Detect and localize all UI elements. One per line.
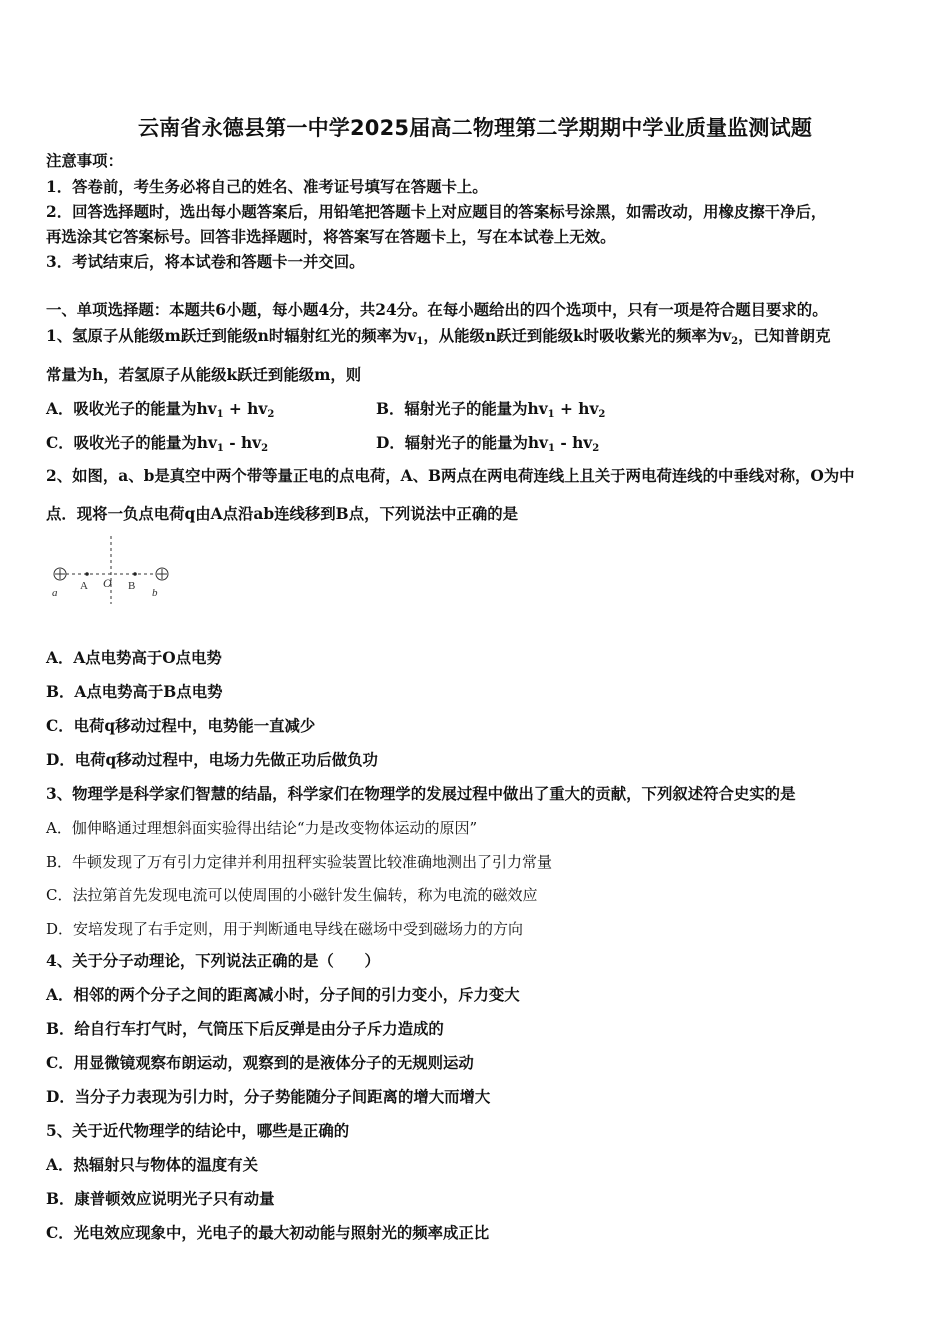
label-A: A	[80, 580, 88, 592]
label-O: O	[103, 576, 112, 590]
section-heading: 一、单项选择题：本题共6小题，每小题4分，共24分。在每小题给出的四个选项中，只有一项是符合题目要求的。	[46, 301, 828, 319]
q3-option-c: C．法拉第首先发现电流可以使周围的小磁针发生偏转，称为电流的磁效应	[46, 886, 538, 904]
charge-a-icon	[54, 568, 66, 580]
q3-stem: 3、物理学是科学家们智慧的结晶，科学家们在物理学的发展过程中做出了重大的贡献，下列叙述符合史实的是	[46, 785, 796, 803]
q4-option-a: A．相邻的两个分子之间的距离减小时，分子间的引力变小，斥力变大	[46, 986, 520, 1004]
q1-stem-line1	[46, 326, 830, 346]
q1-stem-line2: 常量为h，若氢原子从能级k跃迁到能级m，则	[46, 366, 362, 384]
point-A-dot	[85, 572, 89, 576]
q5-stem: 5、关于近代物理学的结论中，哪些是正确的	[46, 1122, 350, 1140]
charge-b-icon	[156, 568, 168, 580]
q1-text-a: 1、氢原子从能级m跃迁到能级n时辐射红光的频率为v	[46, 327, 417, 345]
q1-sub-1: 1	[416, 336, 424, 347]
q1-option-d: D．辐射光子的能量为$hv_1 - hv_2$	[376, 434, 600, 454]
q1-option-c: C．吸收光子的能量为$hv_1 - hv_2$	[46, 434, 269, 454]
q4-stem: 4、关于分子动理论，下列说法正确的是（ ）	[46, 952, 380, 970]
q2-stem-line2: 点．现将一负点电荷q由A点沿ab连线移到B点，下列说法中正确的是	[46, 505, 518, 523]
q5-option-b: B．康普顿效应说明光子只有动量	[46, 1190, 275, 1208]
label-B: B	[128, 580, 136, 592]
q3-option-d: D．安培发现了右手定则，用于判断通电导线在磁场中受到磁场力的方向	[46, 920, 524, 938]
label-a: a	[52, 587, 58, 599]
notice-item-2: 2．回答选择题时，选出每小题答案后，用铅笔把答题卡上对应题目的答案标号涂黑，如需改动，用橡皮擦干净后，	[46, 203, 827, 221]
q5-option-a: A．热辐射只与物体的温度有关	[46, 1156, 259, 1174]
label-b: b	[152, 587, 158, 599]
exam-title: 云南省永德县第一中学2025届高二物理第二学期期中学业质量监测试题	[137, 116, 813, 140]
q2-stem-line1: 2、如图，a、b是真空中两个带等量正电的点电荷，A、B两点在两电荷连线上且关于两电荷连线的中垂线对称，O为中	[46, 467, 855, 485]
notice-heading: 注意事项：	[46, 152, 123, 170]
q1-sub-2: 2	[731, 336, 739, 347]
q2-option-b: B．A点电势高于B点电势	[46, 683, 223, 701]
q2-option-c: C．电荷q移动过程中，电势能一直减少	[46, 717, 316, 735]
q1-option-a: A．吸收光子的能量为$hv_1 + hv_2$	[46, 400, 275, 420]
q4-option-d: D．当分子力表现为引力时，分子势能随分子间距离的增大而增大	[46, 1088, 491, 1106]
q2-option-d: D．电荷q移动过程中，电场力先做正功后做负功	[46, 751, 378, 769]
charge-diagram	[44, 534, 184, 606]
q5-option-c: C．光电效应现象中，光电子的最大初动能与照射光的频率成正比	[46, 1224, 490, 1242]
notice-item-2-cont: 再选涂其它答案标号。回答非选择题时，将答案写在答题卡上，写在本试卷上无效。	[46, 228, 616, 246]
q4-option-b: B．给自行车打气时，气筒压下后反弹是由分子斥力造成的	[46, 1020, 444, 1038]
notice-item-1: 1．答卷前，考生务必将自己的姓名、准考证号填写在答题卡上。	[46, 178, 488, 196]
q3-option-a: A．伽伸略通过理想斜面实验得出结论“力是改变物体运动的原因”	[46, 819, 478, 837]
q4-option-c: C．用显微镜观察布朗运动，观察到的是液体分子的无规则运动	[46, 1054, 474, 1072]
q1-text-c: ，已知普朗克	[738, 327, 831, 345]
notice-item-3: 3．考试结束后，将本试卷和答题卡一并交回。	[46, 253, 365, 271]
q1-option-b: B．辐射光子的能量为$hv_1 + hv_2$	[376, 400, 606, 420]
q2-option-a: A．A点电势高于O点电势	[46, 649, 222, 667]
point-B-dot	[133, 572, 137, 576]
q3-option-b: B．牛顿发现了万有引力定律并利用扭秤实验装置比较准确地测出了引力常量	[46, 853, 553, 871]
q1-text-b: ，从能级n跃迁到能级k时吸收紫光的频率为v	[423, 327, 732, 345]
